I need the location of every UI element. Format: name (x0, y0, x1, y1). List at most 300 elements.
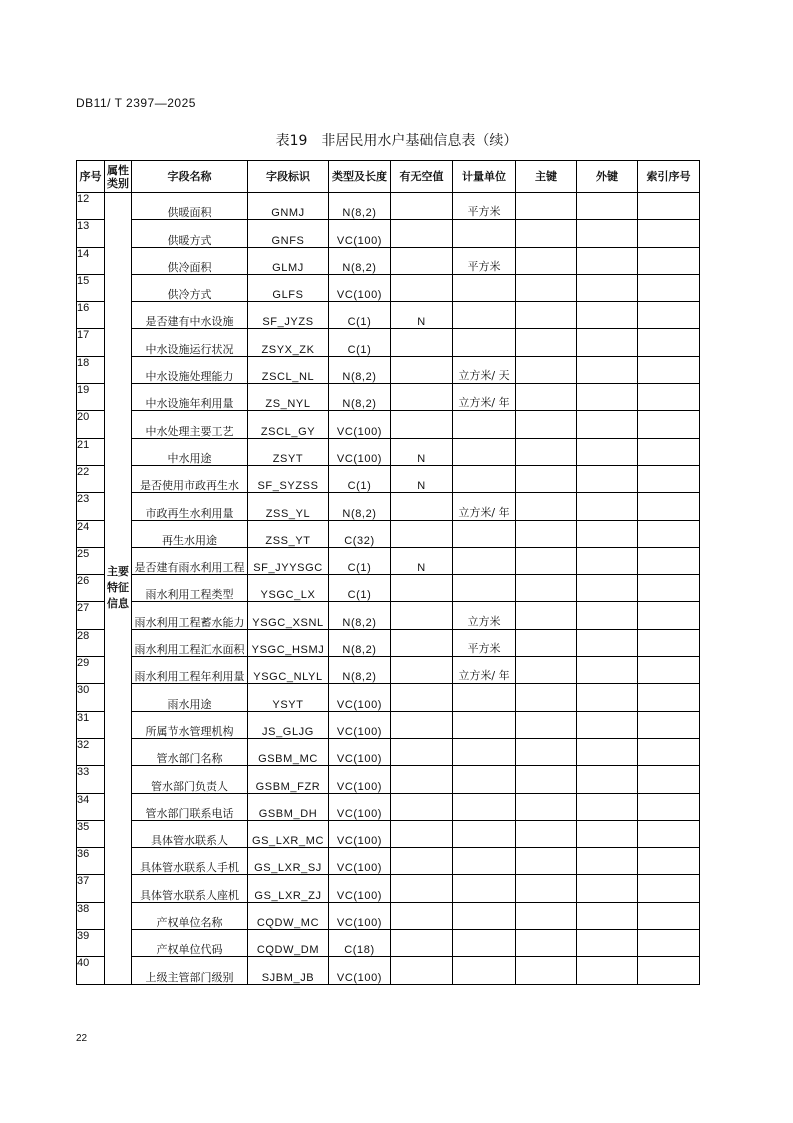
field-nullable (391, 930, 453, 957)
table-row (77, 848, 700, 875)
field-primary-key (516, 602, 577, 629)
field-name: 供冷方式 (132, 274, 248, 301)
field-nullable (391, 520, 453, 547)
field-code: ZSYT (248, 438, 329, 465)
field-index (638, 793, 700, 820)
column-header-foreign-key: 外键 (577, 161, 638, 193)
row-seq: 40 (77, 957, 105, 984)
field-unit: 立方米 (453, 602, 516, 629)
table-row (77, 711, 700, 738)
field-index (638, 411, 700, 438)
field-unit (453, 711, 516, 738)
table-row (77, 411, 700, 438)
field-foreign-key (577, 875, 638, 902)
row-seq: 39 (77, 930, 105, 957)
column-header-primary-key: 主键 (516, 161, 577, 193)
field-name: 是否使用市政再生水 (132, 465, 248, 492)
field-foreign-key (577, 247, 638, 274)
table-row (77, 629, 700, 656)
field-unit (453, 766, 516, 793)
table-row (77, 957, 700, 984)
field-code: SF_SYZSS (248, 465, 329, 492)
field-foreign-key (577, 793, 638, 820)
table-row (77, 520, 700, 547)
field-code: GSBM_FZR (248, 766, 329, 793)
field-type: N(8,2) (329, 602, 391, 629)
field-foreign-key (577, 711, 638, 738)
table-row (77, 465, 700, 492)
field-nullable (391, 793, 453, 820)
field-primary-key (516, 902, 577, 929)
field-name: 雨水用途 (132, 684, 248, 711)
field-primary-key (516, 575, 577, 602)
field-foreign-key (577, 465, 638, 492)
field-name: 管水部门联系电话 (132, 793, 248, 820)
column-header-unit: 计量单位 (453, 161, 516, 193)
field-code: GLMJ (248, 247, 329, 274)
field-name: 中水设施运行状况 (132, 329, 248, 356)
field-name: 具体管水联系人手机 (132, 848, 248, 875)
row-seq: 16 (77, 302, 105, 329)
field-name: 上级主管部门级别 (132, 957, 248, 984)
field-nullable (391, 629, 453, 656)
row-seq: 21 (77, 438, 105, 465)
field-code: SJBM_JB (248, 957, 329, 984)
field-primary-key (516, 820, 577, 847)
row-seq: 17 (77, 329, 105, 356)
field-index (638, 547, 700, 574)
field-index (638, 766, 700, 793)
field-name: 供暖面积 (132, 193, 248, 220)
field-index (638, 848, 700, 875)
field-code: YSGC_XSNL (248, 602, 329, 629)
table-row (77, 220, 700, 247)
field-index (638, 602, 700, 629)
field-unit (453, 738, 516, 765)
field-code: GS_LXR_MC (248, 820, 329, 847)
field-foreign-key (577, 193, 638, 220)
field-unit: 平方米 (453, 629, 516, 656)
table-row (77, 902, 700, 929)
row-seq: 28 (77, 629, 105, 656)
field-foreign-key (577, 438, 638, 465)
table-row (77, 302, 700, 329)
field-type: C(1) (329, 465, 391, 492)
field-code: GSBM_MC (248, 738, 329, 765)
table-row (77, 820, 700, 847)
field-unit (453, 220, 516, 247)
field-name: 所属节水管理机构 (132, 711, 248, 738)
field-index (638, 493, 700, 520)
field-name: 管水部门负责人 (132, 766, 248, 793)
row-seq: 34 (77, 793, 105, 820)
field-type: VC(100) (329, 957, 391, 984)
column-header-field-name: 字段名称 (132, 161, 248, 193)
field-type: N(8,2) (329, 384, 391, 411)
field-unit (453, 875, 516, 902)
field-type: N(8,2) (329, 657, 391, 684)
field-name: 供冷面积 (132, 247, 248, 274)
field-name: 中水设施处理能力 (132, 356, 248, 383)
table-title-text: 非居民用水户基础信息表（续） (321, 133, 518, 149)
document-code: DB11/ T 2397—2025 (76, 96, 196, 110)
field-code: YSGC_NLYL (248, 657, 329, 684)
field-primary-key (516, 247, 577, 274)
field-code: GNFS (248, 220, 329, 247)
field-foreign-key (577, 930, 638, 957)
field-code: GS_LXR_SJ (248, 848, 329, 875)
field-foreign-key (577, 220, 638, 247)
table-title (0, 130, 793, 150)
field-unit (453, 329, 516, 356)
field-foreign-key (577, 738, 638, 765)
field-index (638, 274, 700, 301)
field-name: 市政再生水利用量 (132, 493, 248, 520)
field-foreign-key (577, 848, 638, 875)
field-nullable (391, 575, 453, 602)
field-foreign-key (577, 820, 638, 847)
field-name: 产权单位名称 (132, 902, 248, 929)
row-seq: 36 (77, 848, 105, 875)
field-nullable (391, 766, 453, 793)
field-foreign-key (577, 411, 638, 438)
field-nullable (391, 220, 453, 247)
field-primary-key (516, 438, 577, 465)
field-index (638, 930, 700, 957)
field-primary-key (516, 930, 577, 957)
field-primary-key (516, 547, 577, 574)
field-foreign-key (577, 384, 638, 411)
field-type: VC(100) (329, 220, 391, 247)
table-row (77, 329, 700, 356)
category-label: 主要特征信息 (107, 565, 129, 611)
field-name: 再生水用途 (132, 520, 248, 547)
row-seq: 18 (77, 356, 105, 383)
field-foreign-key (577, 547, 638, 574)
field-nullable (391, 902, 453, 929)
field-code: CQDW_MC (248, 902, 329, 929)
field-name: 雨水利用工程年利用量 (132, 657, 248, 684)
field-name: 雨水利用工程类型 (132, 575, 248, 602)
field-name: 管水部门名称 (132, 738, 248, 765)
field-primary-key (516, 493, 577, 520)
field-nullable (391, 329, 453, 356)
field-index (638, 520, 700, 547)
row-seq: 23 (77, 493, 105, 520)
field-type: N(8,2) (329, 247, 391, 274)
field-type: VC(100) (329, 902, 391, 929)
field-nullable (391, 247, 453, 274)
field-index (638, 684, 700, 711)
row-seq: 32 (77, 738, 105, 765)
field-foreign-key (577, 957, 638, 984)
field-foreign-key (577, 602, 638, 629)
field-code: GS_LXR_ZJ (248, 875, 329, 902)
column-header-category: 属性类别 (105, 161, 132, 193)
field-unit (453, 575, 516, 602)
table-row (77, 875, 700, 902)
field-code: YSYT (248, 684, 329, 711)
field-unit (453, 438, 516, 465)
column-header-index: 索引序号 (638, 161, 700, 193)
field-primary-key (516, 657, 577, 684)
field-name: 具体管水联系人座机 (132, 875, 248, 902)
field-name: 中水处理主要工艺 (132, 411, 248, 438)
field-code: ZSS_YL (248, 493, 329, 520)
field-code: GLFS (248, 274, 329, 301)
field-code: SF_JYYSGC (248, 547, 329, 574)
field-unit (453, 930, 516, 957)
table-row (77, 684, 700, 711)
field-unit (453, 465, 516, 492)
field-index (638, 438, 700, 465)
table-body (77, 193, 700, 985)
field-index (638, 902, 700, 929)
field-name: 供暖方式 (132, 220, 248, 247)
table-row (77, 274, 700, 301)
field-index (638, 356, 700, 383)
field-foreign-key (577, 902, 638, 929)
field-type: VC(100) (329, 820, 391, 847)
field-nullable (391, 356, 453, 383)
table-row (77, 384, 700, 411)
field-primary-key (516, 356, 577, 383)
field-nullable: N (391, 465, 453, 492)
field-unit: 立方米/ 年 (453, 493, 516, 520)
table-number: 表19 (275, 133, 308, 149)
field-index (638, 465, 700, 492)
field-name: 中水用途 (132, 438, 248, 465)
field-code: ZSCL_NL (248, 356, 329, 383)
row-seq: 29 (77, 657, 105, 684)
field-unit (453, 820, 516, 847)
row-seq: 35 (77, 820, 105, 847)
row-seq: 22 (77, 465, 105, 492)
field-index (638, 629, 700, 656)
table-row (77, 602, 700, 629)
field-nullable (391, 684, 453, 711)
table-header-row (77, 161, 700, 193)
row-seq: 14 (77, 247, 105, 274)
field-nullable: N (391, 302, 453, 329)
field-nullable (391, 602, 453, 629)
table-row (77, 766, 700, 793)
field-primary-key (516, 193, 577, 220)
field-foreign-key (577, 493, 638, 520)
field-name: 具体管水联系人 (132, 820, 248, 847)
column-header-nullable: 有无空值 (391, 161, 453, 193)
field-index (638, 957, 700, 984)
field-primary-key (516, 274, 577, 301)
table-row (77, 193, 700, 220)
field-index (638, 193, 700, 220)
field-foreign-key (577, 575, 638, 602)
field-type: C(1) (329, 329, 391, 356)
field-type: N(8,2) (329, 356, 391, 383)
field-primary-key (516, 957, 577, 984)
row-seq: 24 (77, 520, 105, 547)
field-code: JS_GLJG (248, 711, 329, 738)
field-type: VC(100) (329, 738, 391, 765)
field-index (638, 875, 700, 902)
info-table (76, 160, 700, 985)
field-index (638, 247, 700, 274)
table-row (77, 547, 700, 574)
table-row (77, 793, 700, 820)
field-code: YSGC_HSMJ (248, 629, 329, 656)
field-nullable (391, 820, 453, 847)
field-primary-key (516, 738, 577, 765)
row-seq: 15 (77, 274, 105, 301)
field-nullable (391, 384, 453, 411)
field-type: C(18) (329, 930, 391, 957)
field-unit (453, 302, 516, 329)
field-nullable (391, 738, 453, 765)
field-unit (453, 902, 516, 929)
field-type: C(1) (329, 547, 391, 574)
field-foreign-key (577, 520, 638, 547)
field-nullable (391, 193, 453, 220)
field-nullable: N (391, 547, 453, 574)
field-type: C(1) (329, 302, 391, 329)
field-foreign-key (577, 657, 638, 684)
field-unit (453, 520, 516, 547)
field-code: GSBM_DH (248, 793, 329, 820)
field-code: ZSYX_ZK (248, 329, 329, 356)
field-nullable: N (391, 438, 453, 465)
row-seq: 13 (77, 220, 105, 247)
field-type: C(1) (329, 575, 391, 602)
field-unit: 立方米/ 年 (453, 657, 516, 684)
field-unit (453, 411, 516, 438)
field-unit (453, 547, 516, 574)
field-nullable (391, 711, 453, 738)
field-index (638, 575, 700, 602)
field-index (638, 329, 700, 356)
field-name: 产权单位代码 (132, 930, 248, 957)
row-seq: 31 (77, 711, 105, 738)
table-row (77, 356, 700, 383)
page-number: 22 (76, 1033, 88, 1044)
field-primary-key (516, 465, 577, 492)
field-type: VC(100) (329, 848, 391, 875)
category-cell (105, 193, 132, 985)
field-type: VC(100) (329, 411, 391, 438)
field-primary-key (516, 329, 577, 356)
field-unit: 立方米/ 年 (453, 384, 516, 411)
field-unit: 立方米/ 天 (453, 356, 516, 383)
row-seq: 33 (77, 766, 105, 793)
field-index (638, 820, 700, 847)
field-primary-key (516, 411, 577, 438)
field-foreign-key (577, 302, 638, 329)
table-row (77, 575, 700, 602)
field-primary-key (516, 711, 577, 738)
table-row (77, 930, 700, 957)
field-index (638, 220, 700, 247)
field-unit (453, 957, 516, 984)
field-code: GNMJ (248, 193, 329, 220)
field-index (638, 711, 700, 738)
field-primary-key (516, 684, 577, 711)
field-index (638, 302, 700, 329)
field-primary-key (516, 629, 577, 656)
field-nullable (391, 657, 453, 684)
field-type: VC(100) (329, 711, 391, 738)
field-type: VC(100) (329, 274, 391, 301)
row-seq: 20 (77, 411, 105, 438)
field-type: N(8,2) (329, 629, 391, 656)
field-type: N(8,2) (329, 193, 391, 220)
field-foreign-key (577, 329, 638, 356)
field-name: 是否建有中水设施 (132, 302, 248, 329)
row-seq: 12 (77, 193, 105, 220)
row-seq: 37 (77, 875, 105, 902)
field-type: VC(100) (329, 684, 391, 711)
field-primary-key (516, 384, 577, 411)
field-name: 雨水利用工程蓄水能力 (132, 602, 248, 629)
field-type: VC(100) (329, 875, 391, 902)
table-row (77, 657, 700, 684)
row-seq: 19 (77, 384, 105, 411)
field-name: 中水设施年利用量 (132, 384, 248, 411)
field-foreign-key (577, 274, 638, 301)
row-seq: 38 (77, 902, 105, 929)
row-seq: 27 (77, 602, 105, 629)
field-code: ZSS_YT (248, 520, 329, 547)
field-nullable (391, 957, 453, 984)
field-primary-key (516, 875, 577, 902)
field-code: SF_JYZS (248, 302, 329, 329)
field-type: VC(100) (329, 438, 391, 465)
field-type: VC(100) (329, 793, 391, 820)
field-type: N(8,2) (329, 493, 391, 520)
field-primary-key (516, 848, 577, 875)
field-code: YSGC_LX (248, 575, 329, 602)
field-unit (453, 793, 516, 820)
row-seq: 25 (77, 547, 105, 574)
table-row (77, 738, 700, 765)
field-primary-key (516, 520, 577, 547)
field-unit: 平方米 (453, 247, 516, 274)
table-row (77, 438, 700, 465)
field-name: 是否建有雨水利用工程 (132, 547, 248, 574)
column-header-type-length: 类型及长度 (329, 161, 391, 193)
field-nullable (391, 274, 453, 301)
column-header-field-code: 字段标识 (248, 161, 329, 193)
field-nullable (391, 848, 453, 875)
table-row (77, 493, 700, 520)
field-code: ZS_NYL (248, 384, 329, 411)
field-primary-key (516, 766, 577, 793)
field-type: VC(100) (329, 766, 391, 793)
field-foreign-key (577, 766, 638, 793)
field-foreign-key (577, 629, 638, 656)
table-row (77, 247, 700, 274)
field-name: 雨水利用工程汇水面积 (132, 629, 248, 656)
row-seq: 30 (77, 684, 105, 711)
field-unit (453, 274, 516, 301)
field-index (638, 657, 700, 684)
column-header-seq: 序号 (77, 161, 105, 193)
field-index (638, 738, 700, 765)
field-code: CQDW_DM (248, 930, 329, 957)
field-primary-key (516, 793, 577, 820)
field-nullable (391, 493, 453, 520)
field-index (638, 384, 700, 411)
field-unit: 平方米 (453, 193, 516, 220)
field-foreign-key (577, 356, 638, 383)
